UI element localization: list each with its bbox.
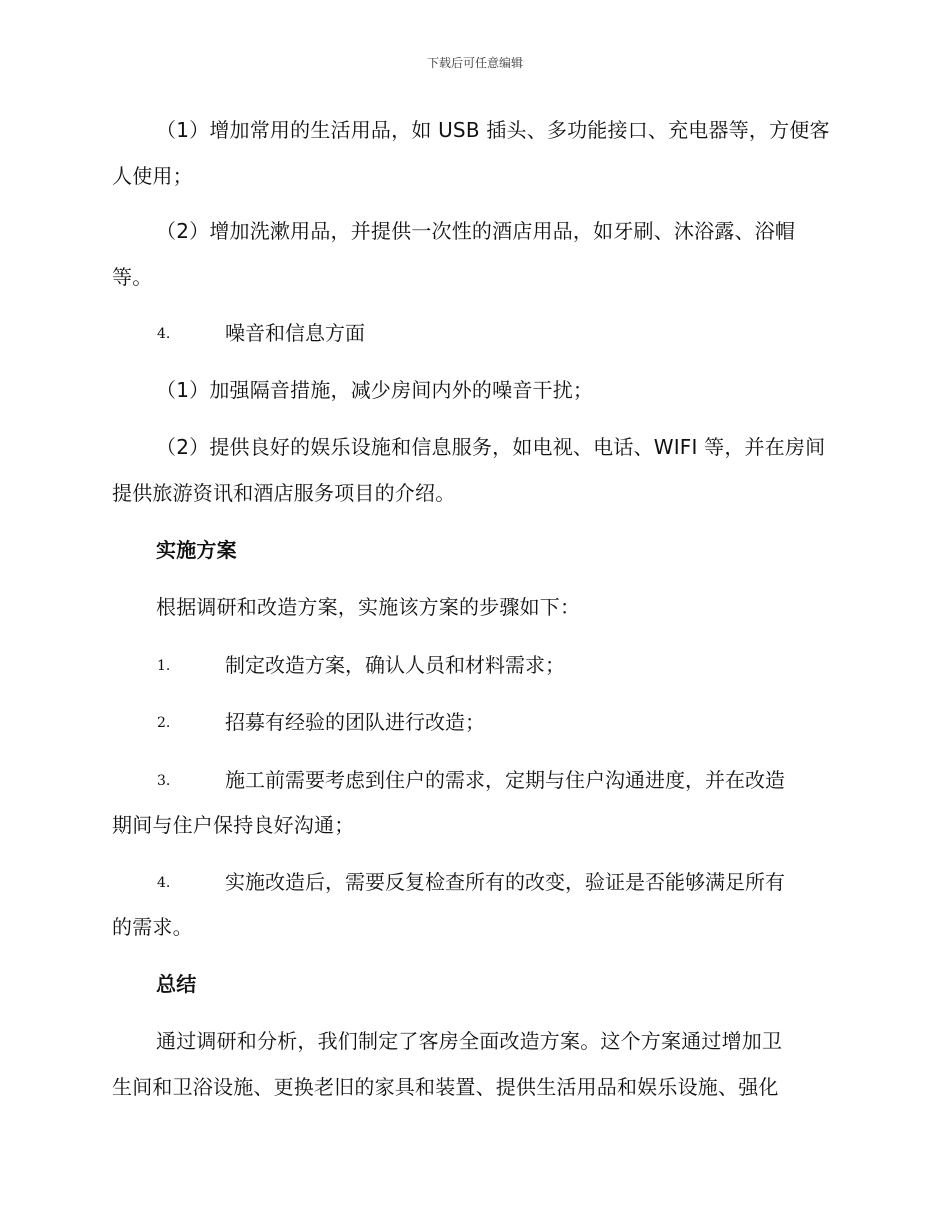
paragraph-3: （1）加强隔音措施，减少房间内外的噪音干扰； bbox=[156, 378, 594, 402]
list-number: 4. bbox=[157, 875, 171, 891]
summary-line-1: 通过调研和分析，我们制定了客房全面改造方案。这个方案通过增加卫 bbox=[156, 1029, 783, 1053]
paragraph-4: （2）提供良好的娱乐设施和信息服务，如电视、电话、WIFI 等，并在房间提供旅游资讯和酒店服务项目的介绍。 bbox=[112, 435, 826, 505]
heading-summary: 总结 bbox=[156, 972, 197, 996]
step-4-continued: 的需求。 bbox=[112, 915, 193, 939]
list-text: 施工前需要考虑到住户的需求，定期与住户沟通进度，并在改造 bbox=[225, 768, 785, 792]
list-number: 2. bbox=[157, 715, 171, 731]
list-text: 制定改造方案，确认人员和材料需求； bbox=[225, 653, 565, 677]
page-header: 下载后可任意编辑 bbox=[426, 56, 523, 70]
paragraph-1: （1）增加常用的生活用品，如 USB 插头、多功能接口、充电器等，方便客人使用； bbox=[112, 118, 830, 188]
list-number: 3. bbox=[157, 773, 171, 789]
step-2 bbox=[0, 699, 950, 745]
step-3-continued: 期间与住户保持良好沟通； bbox=[112, 813, 355, 837]
list-text: 噪音和信息方面 bbox=[225, 321, 365, 345]
implementation-intro: 根据调研和改造方案，实施该方案的步骤如下： bbox=[156, 595, 581, 619]
list-number: 4. bbox=[157, 326, 171, 342]
list-text: 招募有经验的团队进行改造； bbox=[225, 710, 485, 734]
step-4 bbox=[0, 859, 950, 905]
section-4-heading bbox=[0, 310, 950, 356]
step-1 bbox=[0, 642, 950, 688]
heading-implementation: 实施方案 bbox=[156, 538, 237, 562]
summary-line-2: 生间和卫浴设施、更换老旧的家具和装置、提供生活用品和娱乐设施、强化 bbox=[112, 1075, 779, 1099]
list-text: 实施改造后，需要反复检查所有的改变，验证是否能够满足所有 bbox=[225, 870, 785, 894]
step-3 bbox=[0, 757, 950, 803]
paragraph-2: （2）增加洗漱用品，并提供一次性的酒店用品，如牙刷、沐浴露、浴帽等。 bbox=[112, 219, 796, 289]
list-number: 1. bbox=[157, 658, 171, 674]
